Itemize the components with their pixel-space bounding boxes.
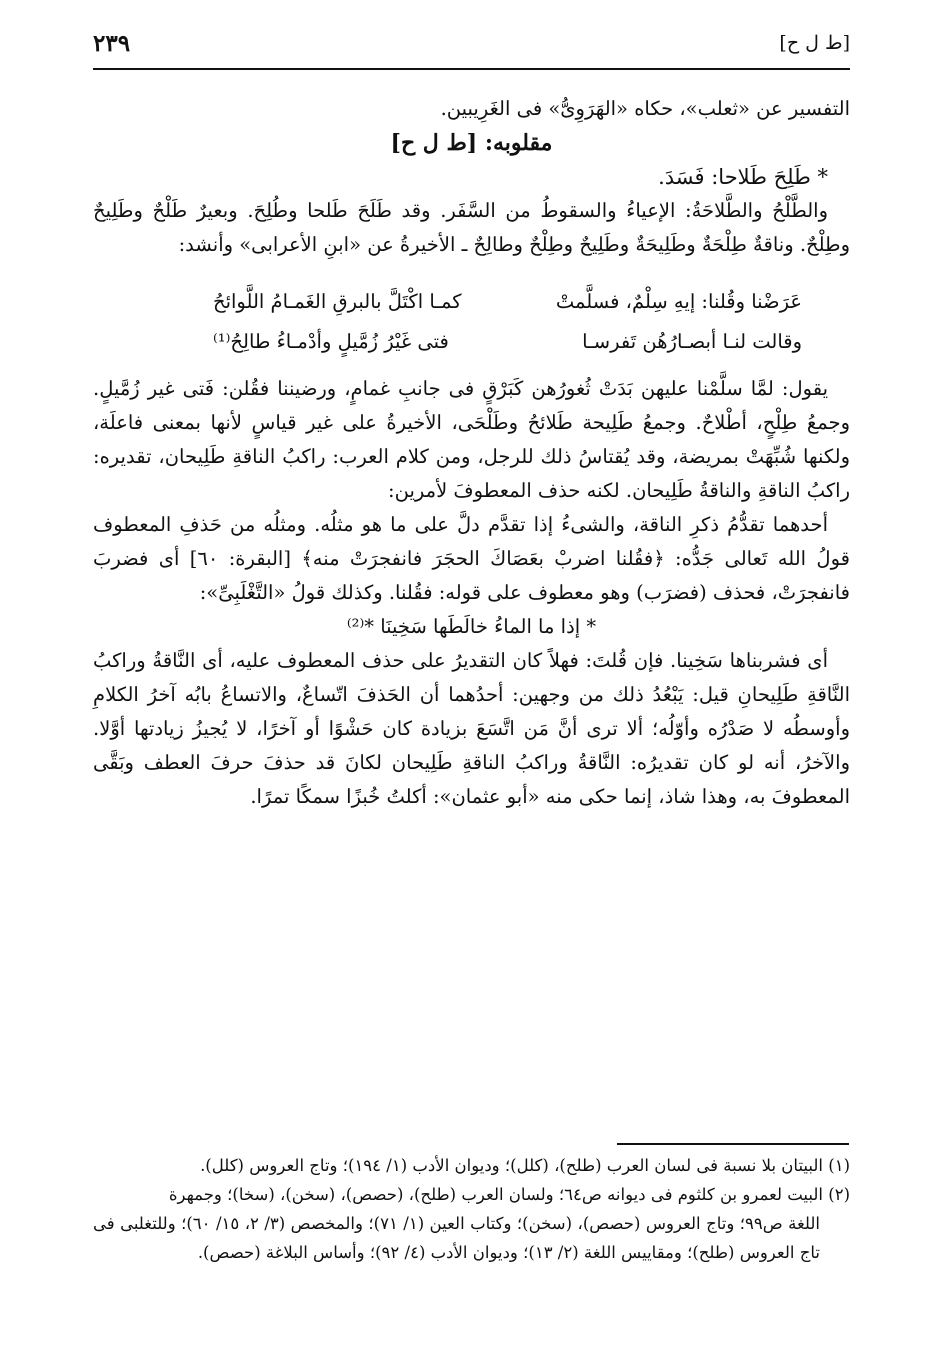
footnote-2-first-line: (٢) البيت لعمرو بن كلثوم فى ديوانه ص٦٤؛ ولسان العرب (طلح)، (حصص)، (سخن)، (سخا)؛ وجمهرة bbox=[168, 1185, 850, 1204]
entry-headword: * طَلِحَ طَلاحا: فَسَدَ. bbox=[658, 165, 828, 189]
section-title: مقلوبه: [ط ل ح] bbox=[390, 130, 553, 156]
paragraph-1: والطَّلْحُ والطَّلاحَةُ: الإعياءُ والسقوطُ من السَّفَر. وقد طَلَحَ طَلحا وطُلِحَ. وبعيرٌ طَلْحٌ وطَلِيحٌ وطِلْحٌ. وناقةٌ طِلْحَةٌ وطَلِيحَةٌ وطَلِيحٌ وطِلْحٌ وطالِحٌ ـ الأخيرةُ عن «ابنِ الأعرابى» وأنشد: bbox=[93, 199, 850, 256]
footnotes bbox=[93, 1151, 850, 1267]
paragraph-3: أحدهما تقدُّمُ ذكرِ الناقة، والشىءُ إذا تقدَّم دلَّ على ما هو مثلُه. ومثلُه من حَذفِ المعطوف قولُ الله تَعالى جَدُّه: ﴿فقُلنا اضربْ بعَصَاكَ الحجَرَ فانفجرَتْ منه﴾ [البقرة: ٦٠] أى فضربَ فانفجرَتْ، فحذف (فضرَب) وهو معطوف على قوله: فقُلنا. وكذلك قولُ «التَّغْلَبِىِّ»: bbox=[93, 513, 850, 604]
main-text bbox=[93, 92, 850, 814]
running-head: [ط ل ح] bbox=[779, 32, 850, 54]
page-header bbox=[93, 28, 850, 70]
paragraph-4: أى فشربناها سَخِينا. فإن قُلتَ: فهلاً كان التقديرُ على حذف المعطوف عليه، أى النَّاقةُ وراكبُ النَّاقةِ طَلِيحانِ قيل: يَبْعُدُ ذلك من وجهين: أحدُهما أن الحَذفَ اتّساعٌ، والاتساعُ بابُه آخرُ الكلامِ وأوسطُه لا صَدْرُه وأوّلُه؛ ألا ترى أنَّ مَن اتَّسَعَ بزيادة كان حَشْوًا أو آخرًا، لا يُجيزُ زيادتها أوَّلا. والآخرُ، أنه لو كان تقديرُه: النَّاقةُ وراكبُ الناقةِ طَلِيحان لكانَ قد حذفَ حرفَ العطف وبَقَّى المعطوفَ به، وهذا شاذ، إنما حكى منه «أبو عثمان»: أكلتُ خُبزًا سمكًا تمرًا. bbox=[93, 649, 850, 808]
verse-1-second-hemistich: كمـا اكْتَلَّ بالبرقِ الغَمـامُ اللَّوائحُ bbox=[213, 290, 462, 313]
verse-line-2 bbox=[93, 322, 850, 362]
footnote-2-continuation: اللغة ص٩٩؛ وتاج العروس (حصص)، (سخن)؛ وكتاب العين (١/ ٧١)؛ والمخصص (٣/ ٢، ١٥/ ٦٠)؛ وللتغلبى فى تاج العروس (طلح)؛ ومقاييس اللغة (٢/ ١٣)؛ وديوان الأدب (٤/ ٩٢)؛ وأساس البلاغة (حصص). bbox=[93, 1214, 820, 1262]
footnote-divider bbox=[617, 1143, 849, 1145]
quoted-verse: * إذا ما الماءُ خالَطَها سَخِينَا *⁽²⁾ bbox=[346, 615, 597, 638]
paragraph-2: يقول: لمَّا سلَّمْنا عليهن بَدَتْ ثُغورُهن كَبَرْقٍ فى جانبِ غمامٍ، ورضيننا فقُلن: فَتى غير زُمَّيلٍ. وجمعُ طِلْحٍ، أطْلاحٌ. وجمعُ طَلِيحة طَلائحُ وطَلْحَى، الأخيرةُ على غير قياسٍ لأنها بمعنى فاعلَة، ولكنها شُبِّهَتْ بمريضة، وقد يُقتاسُ ذلك للرجل، ومن كلام العرب: راكبُ الناقةِ طَلِيحان، تقديره: راكبُ الناقةِ والناقةُ طَلِيحان. لكنه حذف المعطوفَ لأمرين: bbox=[93, 377, 850, 502]
verse-2-second-hemistich: فتى غَيْرُ زُمَّيلٍ وأدْمـاءُ طالِحُ⁽¹⁾ bbox=[213, 330, 449, 353]
footnote-1: (١) البيتان بلا نسبة فى لسان العرب (طلح)، (كلل)؛ وديوان الأدب (١/ ١٩٤)؛ وتاج العروس (كلل). bbox=[200, 1156, 850, 1175]
intro-line: التفسير عن «ثعلب»، حكاه «الهَرَوِىُّ» فى الغَرِيبين. bbox=[440, 97, 850, 120]
page-number: ٢٣٩ bbox=[93, 30, 131, 57]
verse-line-1 bbox=[93, 282, 850, 322]
poem bbox=[93, 282, 850, 362]
verse-2-first-hemistich: وقالت لنـا أبصـارُهُن تَفرسـا bbox=[582, 330, 802, 353]
verse-1-first-hemistich: عَرَضْنا وقُلنا: إيهِ سِلْمٌ، فسلَّمتْ bbox=[555, 290, 802, 313]
